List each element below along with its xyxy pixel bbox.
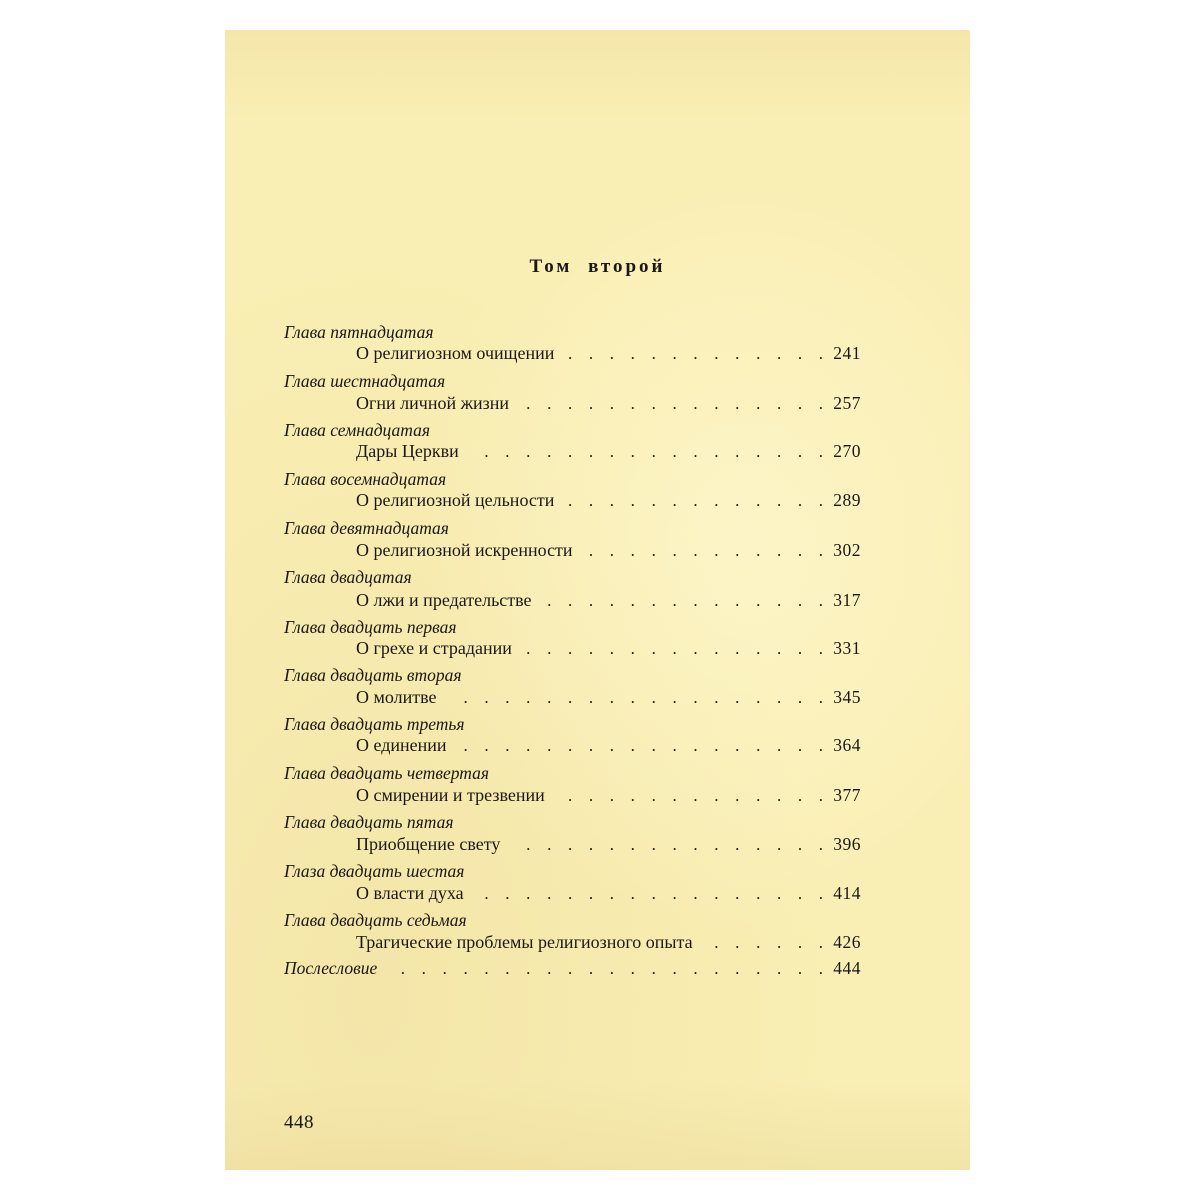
entry-title: О власти духа bbox=[356, 883, 464, 903]
entry-title: О смирении и трезвении bbox=[356, 785, 545, 805]
dot-leader bbox=[568, 489, 829, 513]
dot-leader bbox=[391, 957, 829, 981]
entry-page-number: 241 bbox=[833, 343, 861, 363]
chapter-label: Глава семнадцатая bbox=[284, 420, 430, 440]
entry-page-number: 414 bbox=[833, 883, 861, 903]
entry-page-number: 257 bbox=[833, 393, 861, 413]
entry-page-number: 345 bbox=[833, 687, 861, 707]
toc-entry bbox=[356, 685, 861, 709]
toc-entry bbox=[356, 733, 861, 757]
dot-leader bbox=[559, 784, 830, 808]
toc-entry bbox=[356, 488, 861, 512]
chapter-label: Глава двадцать седьмая bbox=[284, 910, 467, 930]
toc-entry bbox=[356, 881, 861, 905]
chapter-label: Глава пятнадцатая bbox=[284, 322, 434, 342]
dot-leader bbox=[546, 589, 830, 613]
chapter-label: Глава восемнадцатая bbox=[284, 469, 447, 489]
chapter-label: Глава двадцать первая bbox=[284, 617, 457, 637]
chapter-label: Глава двадцать вторая bbox=[284, 665, 462, 685]
entry-page-number: 364 bbox=[833, 735, 861, 755]
entry-title: О единении bbox=[356, 735, 447, 755]
toc-entry bbox=[356, 391, 861, 415]
entry-page-number: 377 bbox=[833, 785, 861, 805]
entry-title: Дары Церкви bbox=[356, 441, 459, 461]
toc-entry bbox=[356, 832, 861, 856]
dot-leader bbox=[568, 342, 829, 366]
book-page bbox=[225, 30, 970, 1170]
dot-leader bbox=[526, 637, 829, 661]
toc-entry bbox=[356, 588, 861, 612]
table-of-contents bbox=[225, 30, 970, 1170]
dot-leader bbox=[523, 392, 829, 416]
entry-title: О религиозном очищении bbox=[356, 343, 555, 363]
entry-page-number: 426 bbox=[833, 932, 861, 952]
afterword-page-number: 444 bbox=[833, 958, 861, 978]
entry-page-number: 317 bbox=[833, 590, 861, 610]
page-number: 448 bbox=[284, 1112, 314, 1133]
dot-leader bbox=[451, 686, 830, 710]
toc-entry bbox=[356, 439, 861, 463]
entry-title: Огни личной жизни bbox=[356, 393, 510, 413]
chapter-label: Глава шестнадцатая bbox=[284, 371, 446, 391]
chapter-label: Глава девятнадцатая bbox=[284, 518, 449, 538]
entry-title: О молитве bbox=[356, 687, 437, 707]
dot-leader bbox=[587, 539, 830, 563]
entry-title: О лжи и предательстве bbox=[356, 590, 532, 610]
chapter-label: Глава двадцать четвертая bbox=[284, 763, 489, 783]
dot-leader bbox=[461, 734, 830, 758]
chapter-label: Глава двадцать третья bbox=[284, 714, 465, 734]
chapter-label: Глаза двадцать шестая bbox=[284, 861, 465, 881]
entry-page-number: 396 bbox=[833, 834, 861, 854]
chapter-label: Глава двадцать пятая bbox=[284, 812, 454, 832]
toc-entry bbox=[356, 783, 861, 807]
toc-entry bbox=[356, 636, 861, 660]
entry-title: Трагические проблемы религиозного опыта bbox=[356, 932, 693, 952]
entry-title: Приобщение свету bbox=[356, 834, 501, 854]
volume-title: Том второй bbox=[529, 256, 666, 277]
toc-entry bbox=[356, 341, 861, 365]
entry-page-number: 270 bbox=[833, 441, 861, 461]
dot-leader bbox=[473, 440, 830, 464]
dot-leader bbox=[478, 882, 830, 906]
dot-leader bbox=[514, 833, 829, 857]
entry-page-number: 289 bbox=[833, 490, 861, 510]
entry-title: О религиозной искренности bbox=[356, 540, 573, 560]
entry-title: О религиозной цельности bbox=[356, 490, 555, 510]
toc-entry-afterword bbox=[284, 956, 861, 980]
chapter-label: Глава двадцатая bbox=[284, 567, 412, 587]
toc-entry bbox=[356, 538, 861, 562]
entry-page-number: 331 bbox=[833, 638, 861, 658]
entry-title: О грехе и страдании bbox=[356, 638, 512, 658]
dot-leader bbox=[707, 931, 830, 955]
toc-entry bbox=[356, 930, 861, 954]
entry-page-number: 302 bbox=[833, 540, 861, 560]
afterword-title: Послесловие bbox=[284, 958, 378, 978]
